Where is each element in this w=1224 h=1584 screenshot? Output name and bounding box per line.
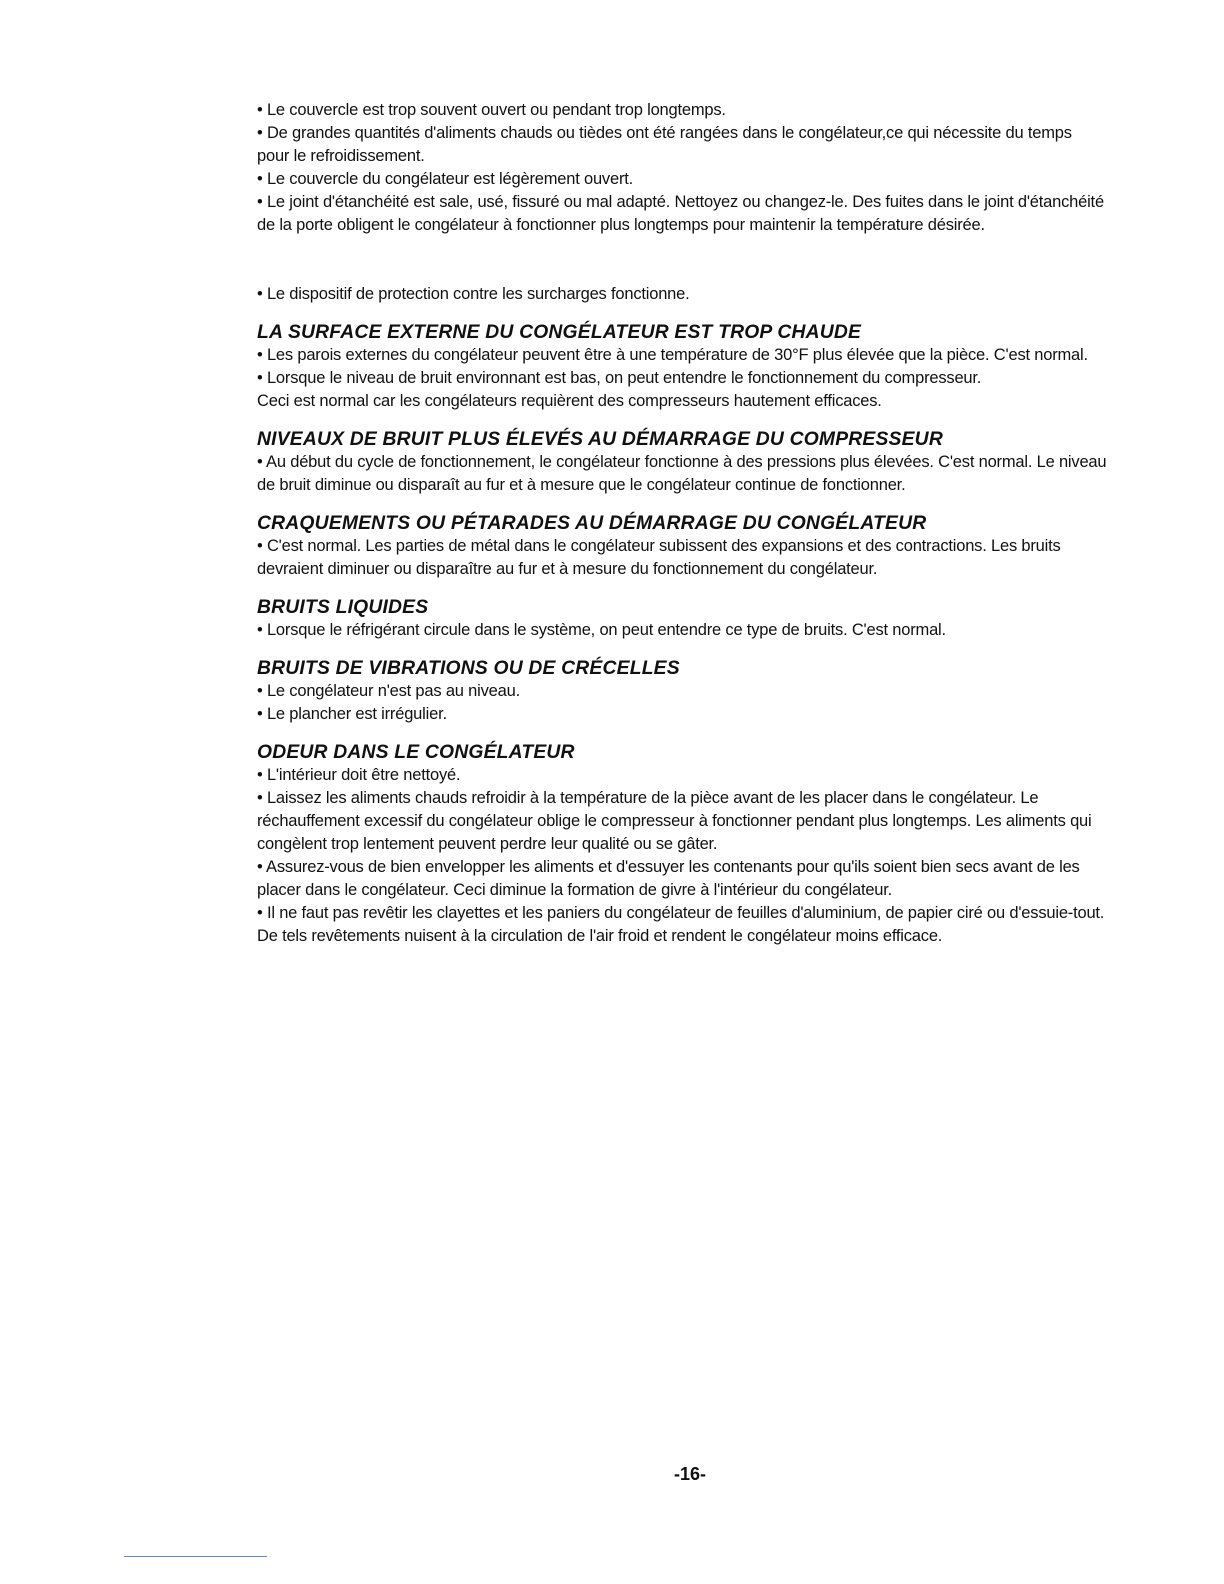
section-odor — [257, 741, 1107, 948]
document-page — [257, 99, 1107, 948]
section-heading: NIVEAUX DE BRUIT PLUS ÉLEVÉS AU DÉMARRAGE DU COMPRESSEUR — [257, 429, 943, 450]
footer-rule — [124, 1556, 267, 1557]
list-item: • De grandes quantités d'aliments chauds ou tièdes ont été rangées dans le congélateur,ce qui nécessite du temps pour le refroidissement. — [257, 124, 1072, 165]
page-number: -16- — [673, 1464, 706, 1484]
list-item: • Le couvercle est trop souvent ouvert ou pendant trop longtemps. — [257, 101, 726, 119]
section-heading: CRAQUEMENTS OU PÉTARADES AU DÉMARRAGE DU CONGÉLATEUR — [257, 513, 927, 534]
list-item: • Lorsque le niveau de bruit environnant est bas, on peut entendre le fonctionnement du compresseur. — [257, 369, 982, 387]
section-heading: BRUITS DE VIBRATIONS OU DE CRÉCELLES — [257, 658, 680, 679]
list-item: • Le plancher est irrégulier. — [257, 705, 447, 723]
list-item: • Les parois externes du congélateur peuvent être à une température de 30°F plus élevée que la pièce. C'est normal. — [257, 346, 1088, 364]
list-item: • Laissez les aliments chauds refroidir à la température de la pièce avant de les placer dans le congélateur. Le réchauffement excessif du congélateur oblige le compresseur à fonctionner pendant plus longtemps. Les aliments qui congèlent trop lentement peuvent perdre leur qualité ou se gâter. — [257, 789, 1092, 853]
list-item: • C'est normal. Les parties de métal dans le congélateur subissent des expansions et des contractions. Les bruits devraient diminuer ou disparaître au fur et à mesure du fonctionnement du congélateur. — [257, 537, 1061, 578]
list-item: • Le joint d'étanchéité est sale, usé, fissuré ou mal adapté. Nettoyez ou changez-le. Des fuites dans le joint d'étanchéité de la porte obligent le congélateur à fonctionner plus longtemps pour maintenir la température désirée. — [257, 193, 1104, 234]
list-item: • Le couvercle du congélateur est légèrement ouvert. — [257, 170, 634, 188]
overload-item: • Le dispositif de protection contre les surcharges fonctionne. — [257, 285, 690, 303]
section-liquid-noises — [257, 596, 1107, 642]
list-item: • Au début du cycle de fonctionnement, le congélateur fonctionne à des pressions plus élevées. C'est normal. Le niveau de bruit diminue ou disparaît au fur et à mesure que le congélateur continue de fonctionner. — [257, 453, 1107, 494]
section-crackling — [257, 512, 1107, 581]
list-item: • Le congélateur n'est pas au niveau. — [257, 682, 520, 700]
list-item: • Assurez-vous de bien envelopper les aliments et d'essuyer les contenants pour qu'ils soient bien secs avant de les placer dans le congélateur. Ceci diminue la formation de givre à l'intérieur du congélateur. — [257, 858, 1080, 899]
list-item: • Il ne faut pas revêtir les clayettes et les paniers du congélateur de feuilles d'aluminium, de papier ciré ou d'essuie-tout. De tels revêtements nuisent à la circulation de l'air froid et rendent le congélateur moins efficace. — [257, 904, 1105, 945]
list-item: Ceci est normal car les congélateurs requièrent des compresseurs hautement efficaces. — [257, 392, 882, 410]
section-heading: BRUITS LIQUIDES — [257, 597, 429, 618]
list-item: • L'intérieur doit être nettoyé. — [257, 766, 461, 784]
section-noise-levels — [257, 428, 1107, 497]
list-item: • Lorsque le réfrigérant circule dans le système, on peut entendre ce type de bruits. C'est normal. — [257, 621, 946, 639]
section-vibrations — [257, 657, 1107, 726]
section-heading: ODEUR DANS LE CONGÉLATEUR — [257, 742, 575, 763]
section-external-hot — [257, 321, 1107, 413]
section-heading: LA SURFACE EXTERNE DU CONGÉLATEUR EST TROP CHAUDE — [257, 322, 862, 343]
intro-list — [257, 99, 1107, 237]
